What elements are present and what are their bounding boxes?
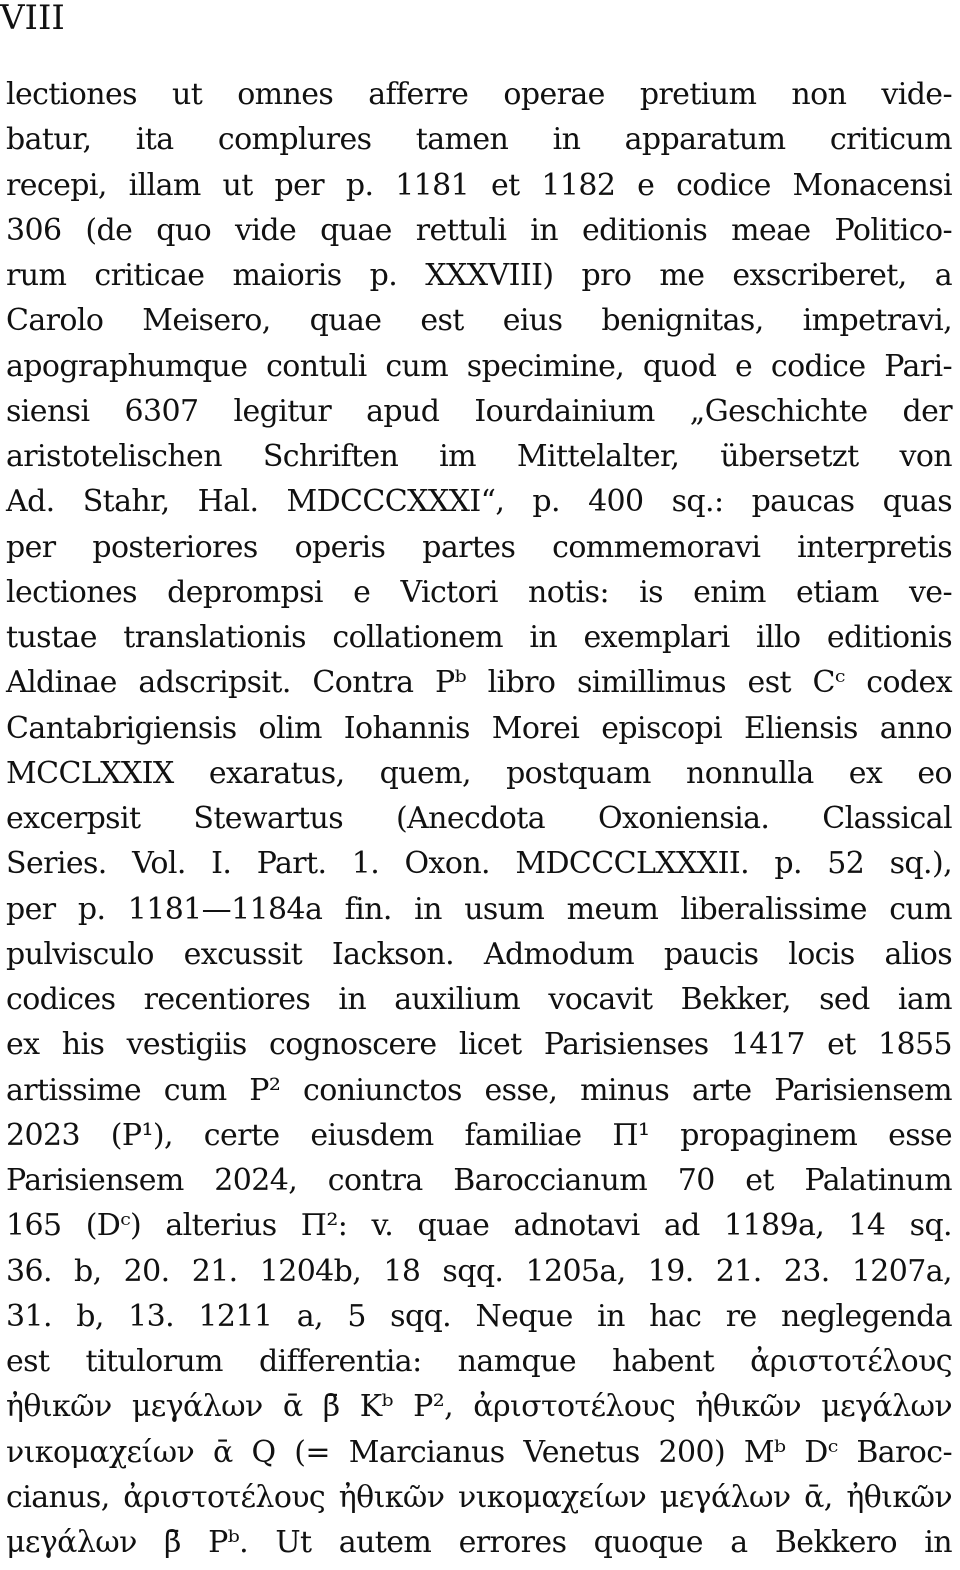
text-line: per posteriores operis partes commemoravi interpretis: [6, 529, 952, 565]
text-line: rum criticae maioris p. XXXVIII) pro me exscriberet, a: [6, 258, 952, 293]
text-line: est titulorum differentia: namque habent ἀριστοτέλους: [6, 1344, 952, 1379]
text-line: artissime cum P² coniunctos esse, minus arte Parisiensem: [6, 1072, 952, 1108]
text-line: μεγάλων β̄ Pᵇ. Ut autem errores quoque a Bekkero in: [6, 1525, 952, 1560]
text-line: Ad. Stahr, Hal. MDCCCXXXI“, p. 400 sq.: paucas quas: [6, 484, 952, 520]
text-line: νικομαχείων ᾱ Q (= Marcianus Venetus 200) Mᵇ Dᶜ Baroc-: [6, 1434, 952, 1470]
text-line: Carolo Meisero, quae est eius benignitas, impetravi,: [6, 303, 952, 339]
text-line: Cantabrigiensis olim Iohannis Morei episcopi Eliensis anno: [6, 710, 952, 746]
text-line: 165 (Dᶜ) alterius Π²: v. quae adnotavi ad 1189a, 14 sq.: [6, 1208, 952, 1244]
page-number: VIII: [0, 0, 65, 38]
text-line: recepi, illam ut per p. 1181 et 1182 e codice Monacensi: [6, 167, 952, 203]
text-line: cianus, ἀριστοτέλους ἠθικῶν νικομαχείων μεγάλων ᾱ, ἠθικῶν: [6, 1479, 952, 1515]
text-line: 36. b, 20. 21. 1204b, 18 sqq. 1205a, 19. 21. 23. 1207a,: [6, 1253, 952, 1289]
text-line: lectiones ut omnes afferre operae pretium non vide-: [6, 77, 952, 112]
text-line: Aldinae adscripsit. Contra Pᵇ libro simillimus est Cᶜ codex: [6, 665, 952, 701]
text-line: ex his vestigiis cognoscere licet Parisienses 1417 et 1855: [6, 1027, 952, 1063]
text-line: excerpsit Stewartus (Anecdota Oxoniensia. Classical: [6, 801, 952, 836]
text-line: pulvisculo excussit Iackson. Admodum paucis locis alios: [6, 936, 952, 972]
text-line: Series. Vol. I. Part. 1. Oxon. MDCCCLXXXII. p. 52 sq.),: [6, 846, 952, 882]
text-line: ἠθικῶν μεγάλων ᾱ β̄ Kᵇ P², ἀριστοτέλους ἠθικῶν μεγάλων: [6, 1389, 952, 1425]
text-line: codices recentiores in auxilium vocavit Bekker, sed iam: [6, 982, 952, 1017]
text-line: apographumque contuli cum specimine, quod e codice Pari-: [6, 348, 952, 384]
text-line: lectiones deprompsi e Victori notis: is enim etiam ve-: [6, 574, 952, 610]
text-line: siensi 6307 legitur apud Iourdainium „Geschichte der: [6, 393, 952, 429]
text-line: 306 (de quo vide quae rettuli in editionis meae Politico-: [6, 212, 952, 248]
text-line: aristotelischen Schriften im Mittelalter, übersetzt von: [6, 439, 952, 474]
text-line: tustae translationis collationem in exemplari illo editionis: [6, 620, 952, 655]
text-line: batur, ita complures tamen in apparatum criticum: [6, 122, 952, 158]
text-line: per p. 1181—1184a fin. in usum meum liberalissime cum: [6, 891, 952, 927]
text-line: Parisiensem 2024, contra Baroccianum 70 et Palatinum: [6, 1163, 952, 1198]
text-line: 2023 (P¹), certe eiusdem familiae Π¹ propaginem esse: [6, 1117, 952, 1153]
text-line: 31. b, 13. 1211 a, 5 sqq. Neque in hac re neglegenda: [6, 1298, 952, 1334]
text-line: MCCLXXIX exaratus, quem, postquam nonnulla ex eo: [6, 755, 952, 791]
body-text: [6, 72, 952, 1565]
